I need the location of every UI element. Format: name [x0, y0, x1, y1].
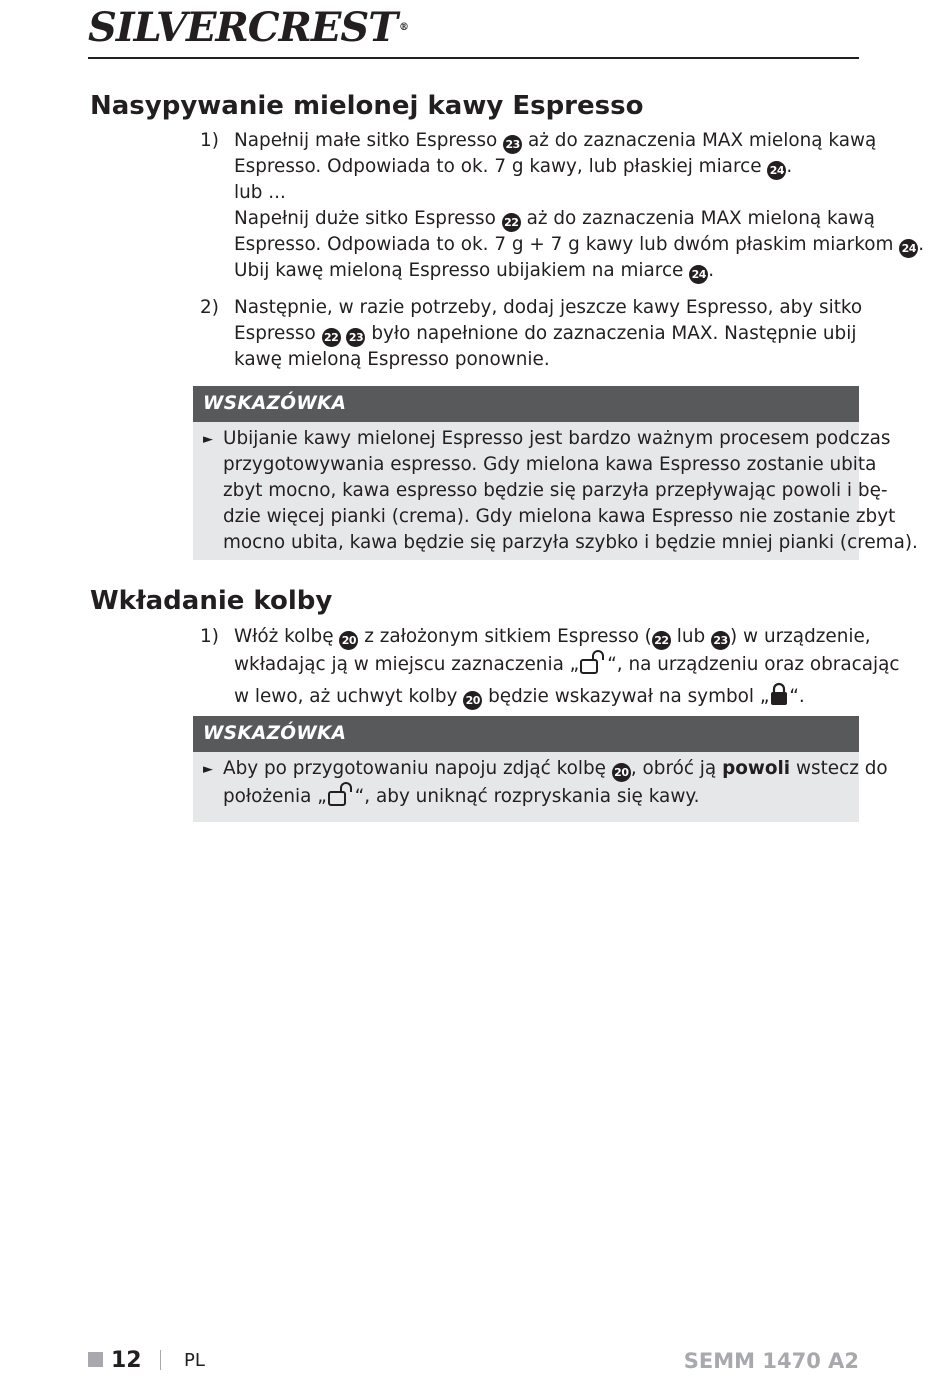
- brand-logo: [88, 6, 408, 50]
- ref-badge: 20: [339, 631, 358, 650]
- note-line: zbyt mocno, kawa espresso będzie się parzyła przepływając powoli i bę-: [223, 480, 888, 501]
- note-heading: WSKAZÓWKA: [193, 386, 859, 422]
- arrow-bullet-icon: ►: [203, 762, 213, 777]
- step-1-fill-filter: [200, 128, 925, 284]
- model-number: SEMM 1470 A2: [683, 1349, 859, 1373]
- language-code: PL: [184, 1350, 205, 1371]
- ref-badge: 23: [711, 631, 730, 650]
- text-line: Ubij kawę mieloną Espresso ubijakiem na miarce 24 .: [234, 258, 860, 284]
- note-line: przygotowywania espresso. Gdy mielona kawa Espresso zostanie ubita: [223, 454, 877, 475]
- arrow-bullet-icon: ►: [203, 432, 213, 447]
- text-line: Włóż kolbę 20 z założonym sitkiem Espresso ( 22 lub 23 ) w urządzenie,: [234, 624, 860, 650]
- note-box-tamping: [193, 386, 918, 560]
- ref-badge: 22: [322, 328, 341, 347]
- text-line: Napełnij małe sitko Espresso 23 aż do zaznaczenia MAX mieloną kawą: [234, 128, 860, 154]
- brand-logo-second: CREST: [247, 4, 397, 51]
- note-line: Ubijanie kawy mielonej Espresso jest bardzo ważnym procesem podczas: [223, 428, 891, 449]
- emphasis-slowly: powoli: [722, 758, 791, 779]
- ref-badge: 23: [503, 135, 522, 154]
- text-line: Następnie, w razie potrzeby, dodaj jeszcze kawy Espresso, aby sitko: [234, 297, 863, 318]
- text-line: Espresso. Odpowiada to ok. 7 g + 7 g kawy lub dwóm płaskim miarkom 24 .: [234, 232, 860, 258]
- section-title-portafilter: Wkładanie kolby: [90, 586, 333, 616]
- ref-badge: 24: [689, 265, 708, 284]
- page-number: 12: [111, 1348, 142, 1373]
- lock-icon: [769, 682, 789, 714]
- text-line: Espresso. Odpowiada to ok. 7 g kawy, lub płaskiej miarce 24 .: [234, 154, 860, 180]
- step-1-insert-portafilter: [200, 624, 900, 714]
- note-line: mocno ubita, kawa będzie się parzyła szybko i będzie mniej pianki (crema).: [223, 532, 918, 553]
- text-line: Napełnij duże sitko Espresso 22 aż do zaznaczenia MAX mieloną kawą: [234, 206, 860, 232]
- text-line: wkładając ją w miejscu zaznaczenia „ “, na urządzeniu oraz obracając: [234, 650, 860, 682]
- ref-badge: 22: [652, 631, 671, 650]
- note-line: Aby po przygotowaniu napoju zdjąć kolbę 20 , obróć ją powoli wstecz do: [223, 756, 853, 782]
- note-box-remove: [193, 716, 888, 822]
- unlock-icon: [327, 782, 355, 814]
- registered-mark: ®: [398, 22, 408, 33]
- ref-badge: 24: [899, 239, 918, 258]
- section-title-espresso: Nasypywanie mielonej kawy Espresso: [90, 91, 644, 121]
- text-line: w lewo, aż uchwyt kolby 20 będzie wskazywał na symbol „ “.: [234, 682, 860, 714]
- unlock-icon: [579, 650, 607, 682]
- step-2-top-up: [200, 295, 863, 373]
- ref-badge: 24: [767, 161, 786, 180]
- text-line: kawę mieloną Espresso ponownie.: [234, 349, 550, 370]
- text-line: Espresso 22 23 było napełnione do zaznaczenia MAX. Następnie ubij: [234, 321, 860, 347]
- step-number: 1): [200, 626, 219, 647]
- step-number: 2): [200, 297, 219, 318]
- footer-separator: [160, 1350, 161, 1370]
- note-heading: WSKAZÓWKA: [193, 716, 859, 752]
- ref-badge: 20: [612, 763, 631, 782]
- step-number: 1): [200, 130, 219, 151]
- header-rule: [88, 57, 859, 59]
- ref-badge: 22: [502, 213, 521, 232]
- footer-square-icon: [88, 1352, 103, 1367]
- brand-logo-first: SILVER: [88, 4, 248, 51]
- text-line: lub ...: [234, 182, 286, 203]
- ref-badge: 20: [463, 691, 482, 710]
- ref-badge: 23: [346, 328, 365, 347]
- note-line: położenia „ “, aby uniknąć rozpryskania się kawy.: [223, 782, 853, 814]
- note-line: dzie więcej pianki (crema). Gdy mielona kawa Espresso nie zostanie zbyt: [223, 506, 896, 527]
